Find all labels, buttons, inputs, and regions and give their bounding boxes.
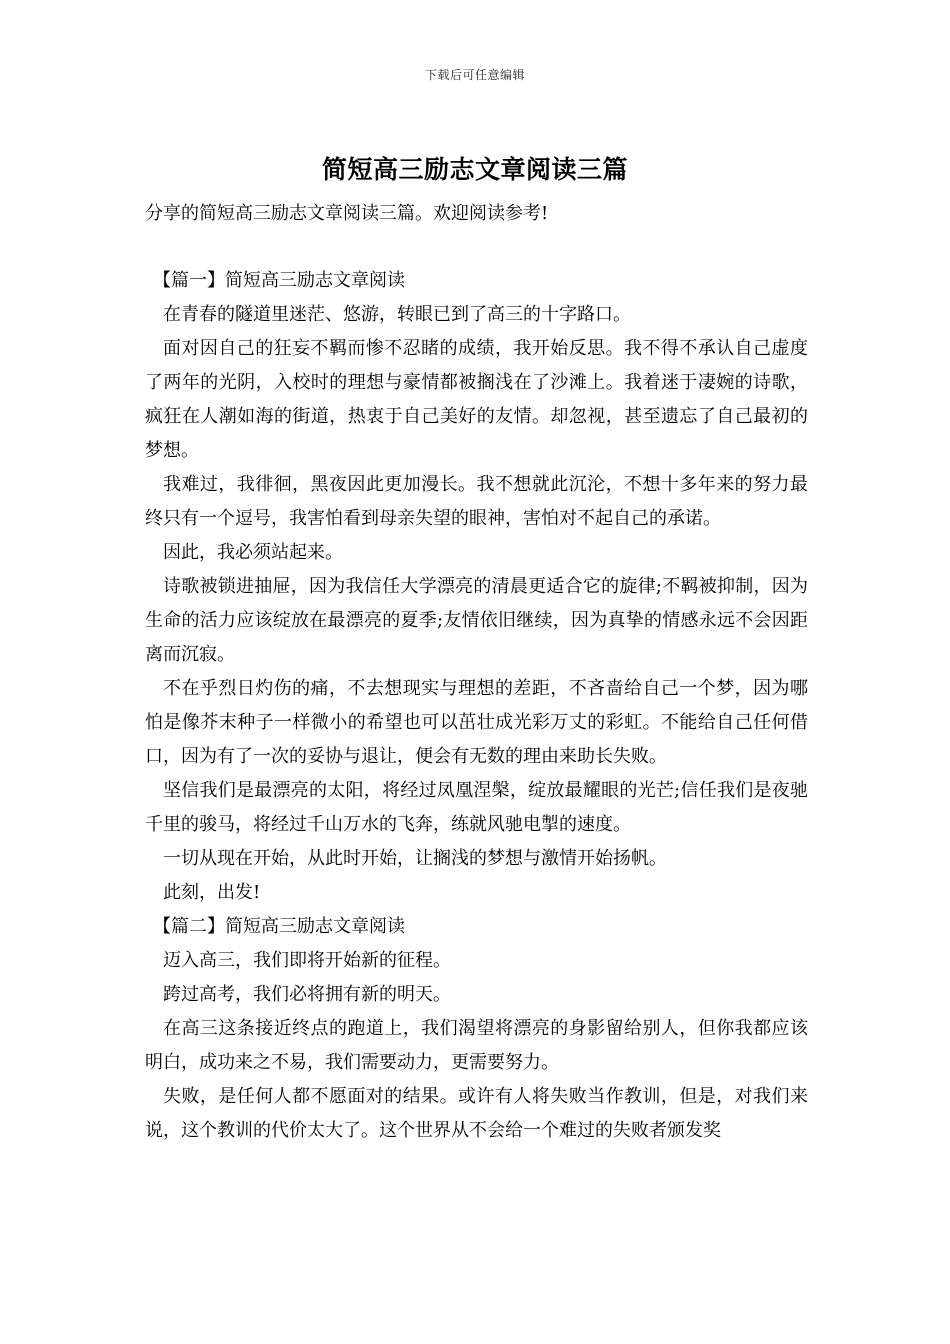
article-body [145,264,808,1148]
paragraph: 失败，是任何人都不愿面对的结果。或许有人将失败当作教训，但是，对我们来说，这个教训的代价太大了。这个世界从不会给一个难过的失败者颁发奖 [145,1086,808,1141]
paragraph: 因此，我必须站起来。 [163,542,343,563]
header-note: 下载后可任意编辑 [424,68,525,82]
document-title: 简短高三励志文章阅读三篇 [321,155,628,184]
paragraph: 一切从现在开始，从此时开始，让搁浅的梦想与激情开始扬帆。 [163,848,667,869]
paragraph: 此刻，出发! [163,882,261,903]
paragraph: 面对因自己的狂妄不羁而惨不忍睹的成绩，我开始反思。我不得不承认自己虚度了两年的光阴，入校时的理想与豪情都被搁浅在了沙滩上。我着迷于凄婉的诗歌，疯狂在人潮如海的街道，热衷于自己美好的友情。却忽视，甚至遗忘了自己最初的梦想。 [145,338,808,461]
paragraph: 迈入高三，我们即将开始新的征程。 [163,950,451,971]
paragraph: 跨过高考，我们必将拥有新的明天。 [163,984,451,1005]
intro-text: 分享的简短高三励志文章阅读三篇。欢迎阅读参考! [145,203,549,224]
paragraph: 诗歌被锁进抽屉，因为我信任大学漂亮的清晨更适合它的旋律;不羁被抑制，因为生命的活力应该绽放在最漂亮的夏季;友情依旧继续，因为真挚的情感永远不会因距离而沉寂。 [145,576,808,665]
section-heading: 【篇一】简短高三励志文章阅读 [153,270,405,291]
section-heading: 【篇二】简短高三励志文章阅读 [153,916,405,937]
paragraph: 坚信我们是最漂亮的太阳，将经过凤凰涅槃，绽放最耀眼的光芒;信任我们是夜驰千里的骏马，将经过千山万水的飞奔，练就风驰电掣的速度。 [145,780,808,835]
paragraph: 在高三这条接近终点的跑道上，我们渴望将漂亮的身影留给别人，但你我都应该明白，成功来之不易，我们需要动力，更需要努力。 [145,1018,808,1073]
paragraph: 我难过，我徘徊，黑夜因此更加漫长。我不想就此沉沦，不想十多年来的努力最终只有一个逗号，我害怕看到母亲失望的眼神，害怕对不起自己的承诺。 [145,474,808,529]
paragraph: 在青春的隧道里迷茫、悠游，转眼已到了高三的十字路口。 [163,304,631,325]
paragraph: 不在乎烈日灼伤的痛，不去想现实与理想的差距，不吝啬给自己一个梦，因为哪怕是像芥末种子一样微小的希望也可以茁壮成光彩万丈的彩虹。不能给自己任何借口，因为有了一次的妥协与退让，便会有无数的理由来助长失败。 [145,678,808,767]
